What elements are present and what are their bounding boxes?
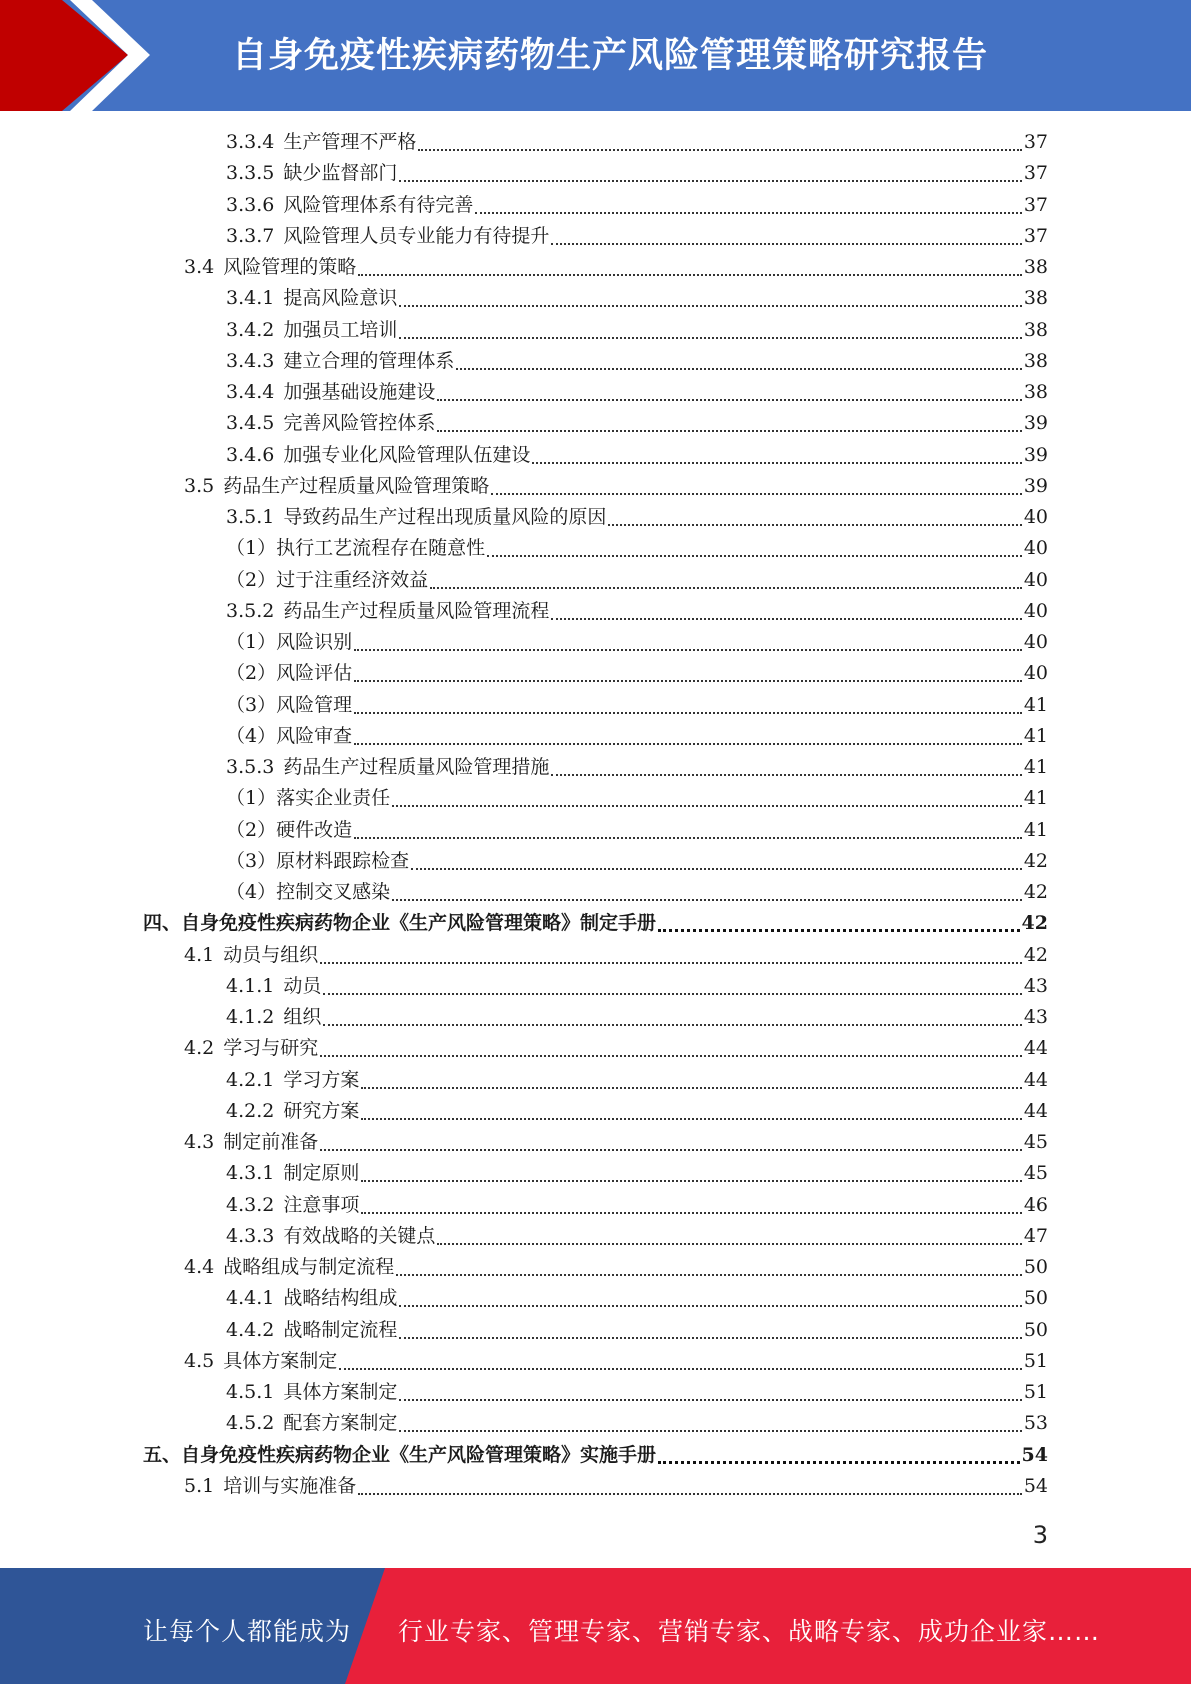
toc-entry-number: 4.5.1 bbox=[226, 1381, 275, 1403]
toc-entry[interactable] bbox=[226, 158, 1048, 189]
toc-dot-leader bbox=[475, 211, 1021, 214]
toc-entry-number: 4.5 bbox=[184, 1349, 215, 1372]
toc-entry[interactable] bbox=[184, 1033, 1048, 1064]
toc-dot-leader bbox=[399, 304, 1021, 307]
toc-entry-page: 41 bbox=[1023, 756, 1048, 778]
toc-dot-leader bbox=[551, 242, 1021, 245]
toc-entry-title: 组织 bbox=[283, 1006, 322, 1028]
toc-entry-number: 3.4.4 bbox=[226, 381, 275, 403]
toc-dot-leader bbox=[487, 554, 1022, 557]
toc-entry[interactable] bbox=[226, 877, 1048, 908]
toc-entry-title: 风险管理体系有待完善 bbox=[283, 193, 474, 216]
toc-dot-leader bbox=[411, 867, 1022, 870]
toc-entry-title: （4）控制交叉感染 bbox=[226, 881, 391, 903]
toc-dot-leader bbox=[320, 1054, 1022, 1057]
toc-entry-title: 制定原则 bbox=[283, 1162, 360, 1185]
toc-entry-page: 39 bbox=[1023, 443, 1048, 466]
toc-entry[interactable] bbox=[226, 1377, 1048, 1408]
footer-slogan-right: 行业专家、管理专家、营销专家、战略专家、成功企业家…… bbox=[398, 1617, 1101, 1646]
toc-entry-title: 加强员工培训 bbox=[283, 318, 398, 341]
toc-entry-title: （2）硬件改造 bbox=[226, 818, 353, 841]
toc-dot-leader bbox=[396, 1273, 1022, 1276]
toc-entry-page: 45 bbox=[1023, 1131, 1048, 1153]
toc-entry-number: 4.5.2 bbox=[226, 1412, 275, 1435]
toc-entry[interactable] bbox=[226, 502, 1048, 533]
toc-dot-leader bbox=[354, 836, 1022, 839]
toc-entry-page: 40 bbox=[1023, 662, 1048, 685]
toc-entry-page: 37 bbox=[1023, 131, 1048, 153]
toc-entry-number: 3.5.3 bbox=[226, 756, 275, 778]
toc-dot-leader bbox=[437, 1242, 1021, 1245]
toc-dot-leader bbox=[323, 1023, 1021, 1026]
toc-entry-page: 40 bbox=[1023, 599, 1048, 622]
toc-entry-title: 加强专业化风险管理队伍建设 bbox=[283, 443, 531, 466]
toc-entry[interactable] bbox=[184, 1346, 1048, 1377]
toc-entry[interactable] bbox=[226, 1002, 1048, 1033]
toc-entry-number: 3.5.1 bbox=[226, 506, 275, 528]
toc-entry-number: 3.4 bbox=[184, 256, 215, 278]
toc-entry[interactable] bbox=[226, 752, 1048, 783]
toc-entry-page: 44 bbox=[1023, 1099, 1048, 1122]
toc-entry-title: 制定前准备 bbox=[223, 1131, 319, 1153]
toc-entry-title: 加强基础设施建设 bbox=[283, 381, 436, 403]
toc-entry-number: 3.3.4 bbox=[226, 131, 275, 153]
footer-slogan-left: 让每个人都能成为 bbox=[143, 1617, 352, 1646]
toc-entry[interactable] bbox=[226, 565, 1048, 596]
toc-entry-page: 40 bbox=[1023, 537, 1048, 560]
toc-dot-leader bbox=[358, 1492, 1022, 1495]
toc-entry[interactable] bbox=[184, 1252, 1048, 1283]
toc-dot-leader bbox=[456, 367, 1021, 370]
toc-entry[interactable] bbox=[226, 690, 1048, 721]
toc-entry-page: 50 bbox=[1023, 1256, 1048, 1278]
toc-entry-title: 研究方案 bbox=[283, 1099, 360, 1122]
toc-entry-page: 47 bbox=[1023, 1224, 1048, 1247]
toc-entry[interactable] bbox=[226, 1221, 1048, 1252]
toc-entry-number: 3.3.7 bbox=[226, 224, 275, 247]
toc-entry[interactable] bbox=[226, 1408, 1048, 1439]
toc-entry-page: 54 bbox=[1021, 1443, 1048, 1466]
toc-entry-number: 3.3.6 bbox=[226, 193, 275, 216]
toc-entry-title: 五、自身免疫性疾病药物企业《生产风险管理策略》实施手册 bbox=[143, 1443, 657, 1466]
toc-dot-leader bbox=[551, 773, 1021, 776]
toc-entry-number: 4.4.2 bbox=[226, 1318, 275, 1341]
toc-entry-number: 4.1 bbox=[184, 943, 215, 966]
toc-entry-number: 3.5 bbox=[184, 474, 215, 497]
toc-dot-leader bbox=[437, 398, 1021, 401]
toc-entry-page: 37 bbox=[1023, 162, 1048, 185]
toc-entry-title: 战略制定流程 bbox=[283, 1318, 398, 1341]
toc-dot-leader bbox=[437, 429, 1021, 432]
toc-dot-leader bbox=[361, 1211, 1021, 1214]
toc-dot-leader bbox=[320, 961, 1022, 964]
toc-entry[interactable] bbox=[143, 908, 1048, 939]
toc-entry-number: 4.3.3 bbox=[226, 1224, 275, 1247]
toc-entry-page: 41 bbox=[1023, 787, 1048, 810]
toc-entry-page: 38 bbox=[1023, 287, 1048, 310]
toc-entry-title: 具体方案制定 bbox=[223, 1349, 338, 1372]
toc-entry-page: 40 bbox=[1023, 568, 1048, 591]
toc-dot-leader bbox=[399, 336, 1021, 339]
toc-entry-title: 学习与研究 bbox=[223, 1037, 319, 1060]
toc-dot-leader bbox=[339, 1367, 1022, 1370]
toc-entry-page: 51 bbox=[1023, 1381, 1048, 1403]
toc-dot-leader bbox=[361, 1117, 1021, 1120]
toc-entry-page: 42 bbox=[1021, 912, 1048, 935]
toc-entry-title: 药品生产过程质量风险管理措施 bbox=[283, 756, 550, 778]
toc-entry-page: 42 bbox=[1023, 849, 1048, 872]
toc-entry-page: 53 bbox=[1023, 1412, 1048, 1435]
toc-entry-number: 4.3 bbox=[184, 1131, 215, 1153]
toc-dot-leader bbox=[399, 1304, 1021, 1307]
toc-dot-leader bbox=[418, 148, 1021, 151]
toc-entry-number: 3.4.2 bbox=[226, 318, 275, 341]
toc-entry-title: 风险管理人员专业能力有待提升 bbox=[283, 224, 550, 247]
toc-entry-page: 38 bbox=[1023, 349, 1048, 372]
toc-entry-number: 5.1 bbox=[184, 1474, 215, 1497]
toc-entry-title: （4）风险审查 bbox=[226, 724, 353, 747]
toc-entry[interactable] bbox=[226, 596, 1048, 627]
page-number: 3 bbox=[1032, 1521, 1048, 1549]
toc-entry-title: （1）执行工艺流程存在随意性 bbox=[226, 537, 486, 560]
toc-entry-number: 3.4.6 bbox=[226, 443, 275, 466]
toc-dot-leader bbox=[354, 648, 1022, 651]
toc-entry-page: 37 bbox=[1023, 193, 1048, 216]
toc-entry-page: 38 bbox=[1023, 256, 1048, 278]
toc-entry-number: 4.3.1 bbox=[226, 1162, 275, 1185]
toc-entry-page: 44 bbox=[1023, 1037, 1048, 1060]
toc-entry-title: 注意事项 bbox=[283, 1193, 360, 1216]
page-header bbox=[0, 0, 1191, 111]
toc-entry-title: 完善风险管控体系 bbox=[283, 412, 436, 435]
toc-entry-title: 提高风险意识 bbox=[283, 287, 398, 310]
toc-entry-number: 4.1.2 bbox=[226, 1006, 275, 1028]
toc-entry-page: 46 bbox=[1023, 1193, 1048, 1216]
toc-entry-title: 有效战略的关键点 bbox=[283, 1224, 436, 1247]
toc-entry-page: 50 bbox=[1023, 1318, 1048, 1341]
toc-entry[interactable] bbox=[226, 346, 1048, 377]
toc-entry-page: 39 bbox=[1023, 412, 1048, 435]
toc-entry[interactable] bbox=[226, 846, 1048, 877]
toc-entry-title: 药品生产过程质量风险管理策略 bbox=[223, 474, 490, 497]
toc-entry-page: 45 bbox=[1023, 1162, 1048, 1185]
toc-entry-page: 38 bbox=[1023, 318, 1048, 341]
toc-entry-number: 3.4.3 bbox=[226, 349, 275, 372]
toc-entry-page: 43 bbox=[1023, 1006, 1048, 1028]
toc-entry-title: （3）风险管理 bbox=[226, 693, 353, 716]
toc-entry[interactable] bbox=[226, 440, 1048, 471]
header-title: 自身免疫性疾病药物生产风险管理策略研究报告 bbox=[232, 36, 989, 76]
toc-entry-page: 50 bbox=[1023, 1287, 1048, 1310]
toc-entry-number: 4.2.2 bbox=[226, 1099, 275, 1122]
toc-entry[interactable] bbox=[226, 377, 1048, 408]
toc-dot-leader bbox=[392, 898, 1022, 901]
toc-entry[interactable] bbox=[226, 408, 1048, 439]
toc-entry-number: 4.1.1 bbox=[226, 974, 275, 997]
toc-entry-title: 具体方案制定 bbox=[283, 1381, 398, 1403]
toc-entry[interactable] bbox=[226, 1315, 1048, 1346]
toc-entry[interactable] bbox=[226, 627, 1048, 658]
toc-entry-page: 42 bbox=[1023, 881, 1048, 903]
toc-entry[interactable] bbox=[226, 190, 1048, 221]
toc-dot-leader bbox=[399, 1398, 1021, 1401]
toc-entry-page: 38 bbox=[1023, 381, 1048, 403]
toc-dot-leader bbox=[354, 711, 1022, 714]
toc-entry-title: 配套方案制定 bbox=[283, 1412, 398, 1435]
toc-entry-title: 风险管理的策略 bbox=[223, 256, 357, 278]
toc-entry-title: 建立合理的管理体系 bbox=[283, 349, 455, 372]
toc-entry[interactable] bbox=[184, 940, 1048, 971]
toc-dot-leader bbox=[608, 523, 1021, 526]
toc-entry[interactable] bbox=[226, 127, 1048, 158]
toc-entry-page: 40 bbox=[1023, 631, 1048, 653]
toc-dot-leader bbox=[361, 1086, 1021, 1089]
toc-entry-number: 3.4.5 bbox=[226, 412, 275, 435]
toc-entry-page: 41 bbox=[1023, 818, 1048, 841]
toc-entry[interactable] bbox=[226, 971, 1048, 1002]
toc-dot-leader bbox=[430, 586, 1022, 589]
toc-dot-leader bbox=[399, 179, 1021, 182]
toc-entry[interactable] bbox=[226, 283, 1048, 314]
toc-entry[interactable] bbox=[226, 1096, 1048, 1127]
toc-entry-title: 战略组成与制定流程 bbox=[223, 1256, 395, 1278]
toc-entry-title: 缺少监督部门 bbox=[283, 162, 398, 185]
toc-entry-page: 43 bbox=[1023, 974, 1048, 997]
toc-entry-title: 药品生产过程质量风险管理流程 bbox=[283, 599, 550, 622]
toc-dot-leader bbox=[323, 992, 1021, 995]
toc-entry-number: 4.3.2 bbox=[226, 1193, 275, 1216]
toc-entry[interactable] bbox=[226, 1158, 1048, 1189]
toc-dot-leader bbox=[658, 1460, 1020, 1464]
toc-entry-number: 4.2.1 bbox=[226, 1068, 275, 1091]
toc-dot-leader bbox=[361, 1179, 1021, 1182]
toc-dot-leader bbox=[320, 1148, 1022, 1151]
toc-dot-leader bbox=[399, 1429, 1021, 1432]
toc-entry[interactable] bbox=[226, 221, 1048, 252]
toc-entry-title: （2）过于注重经济效益 bbox=[226, 568, 429, 591]
toc-entry-title: （1）落实企业责任 bbox=[226, 787, 391, 810]
toc-entry-page: 42 bbox=[1023, 943, 1048, 966]
toc-entry[interactable] bbox=[226, 315, 1048, 346]
toc-entry[interactable] bbox=[143, 1440, 1048, 1471]
toc-entry-page: 51 bbox=[1023, 1349, 1048, 1372]
toc-entry-title: 动员与组织 bbox=[223, 943, 319, 966]
toc-dot-leader bbox=[491, 492, 1022, 495]
toc-entry-page: 37 bbox=[1023, 224, 1048, 247]
toc-entry[interactable] bbox=[226, 783, 1048, 814]
toc-entry[interactable] bbox=[184, 252, 1048, 283]
toc-entry[interactable] bbox=[226, 533, 1048, 564]
toc-entry-page: 41 bbox=[1023, 724, 1048, 747]
toc-entry-number: 4.4 bbox=[184, 1256, 215, 1278]
toc-entry-title: 生产管理不严格 bbox=[283, 131, 417, 153]
toc-entry-title: 学习方案 bbox=[283, 1068, 360, 1091]
toc-entry[interactable] bbox=[184, 471, 1048, 502]
toc-entry-title: （3）原材料跟踪检查 bbox=[226, 849, 410, 872]
toc-entry-page: 44 bbox=[1023, 1068, 1048, 1091]
toc-entry-page: 40 bbox=[1023, 506, 1048, 528]
page-footer bbox=[0, 1568, 1191, 1684]
toc-dot-leader bbox=[358, 273, 1022, 276]
toc-entry-number: 3.5.2 bbox=[226, 599, 275, 622]
toc-entry[interactable] bbox=[226, 1190, 1048, 1221]
toc-entry-number: 3.4.1 bbox=[226, 287, 275, 310]
toc-entry-page: 54 bbox=[1023, 1474, 1048, 1497]
toc-entry-title: 四、自身免疫性疾病药物企业《生产风险管理策略》制定手册 bbox=[143, 912, 657, 935]
toc-dot-leader bbox=[354, 742, 1022, 745]
toc-entry[interactable] bbox=[226, 1283, 1048, 1314]
toc-dot-leader bbox=[392, 804, 1022, 807]
toc-dot-leader bbox=[658, 928, 1020, 932]
toc-entry-title: 战略结构组成 bbox=[283, 1287, 398, 1310]
toc-entry-number: 4.4.1 bbox=[226, 1287, 275, 1310]
toc-entry-title: 导致药品生产过程出现质量风险的原因 bbox=[283, 506, 607, 528]
toc-dot-leader bbox=[532, 461, 1021, 464]
toc-entry-page: 41 bbox=[1023, 693, 1048, 716]
toc-entry-page: 39 bbox=[1023, 474, 1048, 497]
toc-entry[interactable] bbox=[226, 721, 1048, 752]
toc-dot-leader bbox=[354, 679, 1022, 682]
toc-entry-title: （2）风险评估 bbox=[226, 662, 353, 685]
toc-entry-title: （1）风险识别 bbox=[226, 631, 353, 653]
toc-dot-leader bbox=[551, 617, 1021, 620]
toc-entry-number: 4.2 bbox=[184, 1037, 215, 1060]
toc-entry[interactable] bbox=[184, 1127, 1048, 1158]
toc-entry-title: 培训与实施准备 bbox=[223, 1474, 357, 1497]
toc-entry-number: 3.3.5 bbox=[226, 162, 275, 185]
toc-entry[interactable] bbox=[226, 815, 1048, 846]
toc-dot-leader bbox=[399, 1336, 1021, 1339]
toc-entry[interactable] bbox=[226, 658, 1048, 689]
toc-entry-title: 动员 bbox=[283, 974, 322, 997]
toc-entry[interactable] bbox=[184, 1471, 1048, 1502]
toc-entry[interactable] bbox=[226, 1065, 1048, 1096]
